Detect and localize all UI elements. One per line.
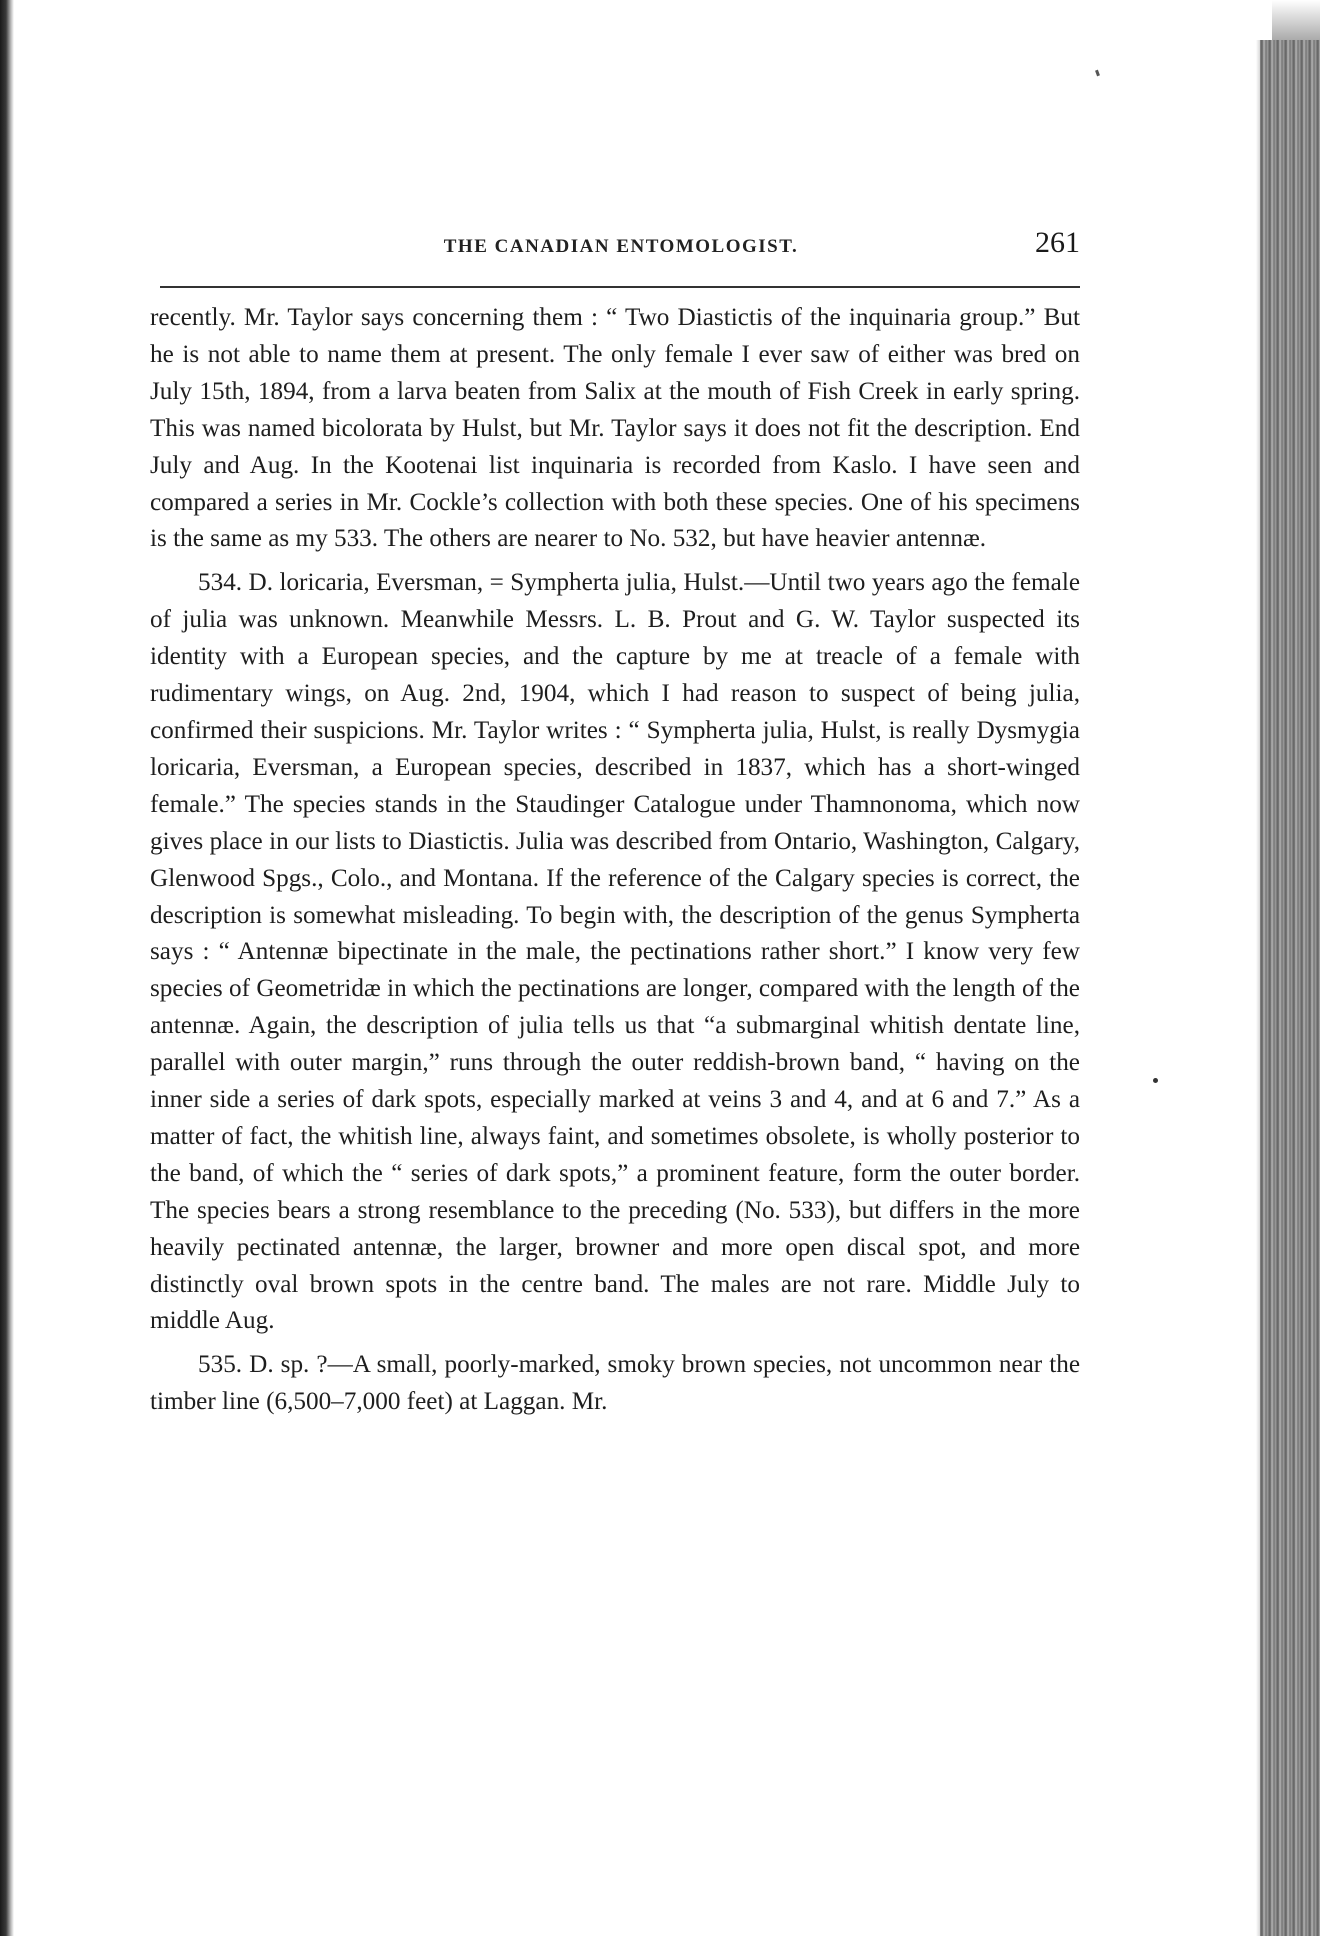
header-rule — [160, 286, 1080, 288]
book-spine-shadow — [0, 0, 14, 1936]
page-number: 261 — [1035, 226, 1080, 259]
page-header — [162, 226, 1080, 266]
scan-dot — [1153, 1078, 1158, 1083]
scan-speck — [1095, 70, 1100, 77]
page-body — [150, 300, 1080, 1421]
page-edge-shadow — [1256, 40, 1260, 1936]
paragraph-535: 535. D. sp. ?—A small, poorly-marked, smoky brown species, not uncommon near the timber line (6,500–7,000 feet) at Laggan. Mr. — [150, 1351, 1080, 1416]
running-head: THE CANADIAN ENTOMOLOGIST. — [443, 236, 799, 257]
page-stack-edge — [1260, 40, 1320, 1936]
paragraph-continued: recently. Mr. Taylor says concerning them : “ Two Diastictis of the inquinaria group.” But he is not able to name them at present. The only female I ever saw of either was bred on July 15th, 1894, from a larva beaten from Salix at the mouth of Fish Creek in early spring. This was named bicolorata by Hulst, but Mr. Taylor says it does not fit the description. End July and Aug. In the Kootenai list inquinaria is recorded from Kaslo. I have seen and compared a series in Mr. Cockle’s collection with both these species. One of his specimens is the same as my 533. The others are nearer to No. 532, but have heavier antennæ. — [150, 304, 1080, 553]
paragraph-534: 534. D. loricaria, Eversman, = Sympherta julia, Hulst.—Until two years ago the female of julia was unknown. Meanwhile Messrs. L. B. Prout and G. W. Taylor suspected its identity with a European species, and the capture by me at treacle of a female with rudimentary wings, on Aug. 2nd, 1904, which I had reason to suspect of being julia, confirmed their suspicions. Mr. Taylor writes : “ Sympherta julia, Hulst, is really Dysmygia loricaria, Eversman, a European species, described in 1837, which has a short-winged female.” The species stands in the Staudinger Catalogue under Thamnonoma, which now gives place in our lists to Diastictis. Julia was described from Ontario, Washington, Calgary, Glenwood Spgs., Colo., and Montana. If the reference of the Calgary species is correct, the description is somewhat misleading. To begin with, the description of the genus Sympherta says : “ Antennæ bipectinate in the male, the pectinations rather short.” I know very few species of Geometridæ in which the pectinations are longer, compared with the length of the antennæ. Again, the description of julia tells us that “a submarginal whitish dentate line, parallel with outer margin,” runs through the outer reddish-brown band, “ having on the inner side a series of dark spots, especially marked at veins 3 and 4, and at 6 and 7.” As a matter of fact, the whitish line, always faint, and sometimes obsolete, is wholly posterior to the band, of which the “ series of dark spots,” a prominent feature, form the outer border. The species bears a strong resemblance to the preceding (No. 533), but differs in the more heavily pectinated antennæ, the larger, browner and more open discal spot, and more distinctly oval brown spots in the centre band. The males are not rare. Middle July to middle Aug. — [150, 569, 1080, 1335]
